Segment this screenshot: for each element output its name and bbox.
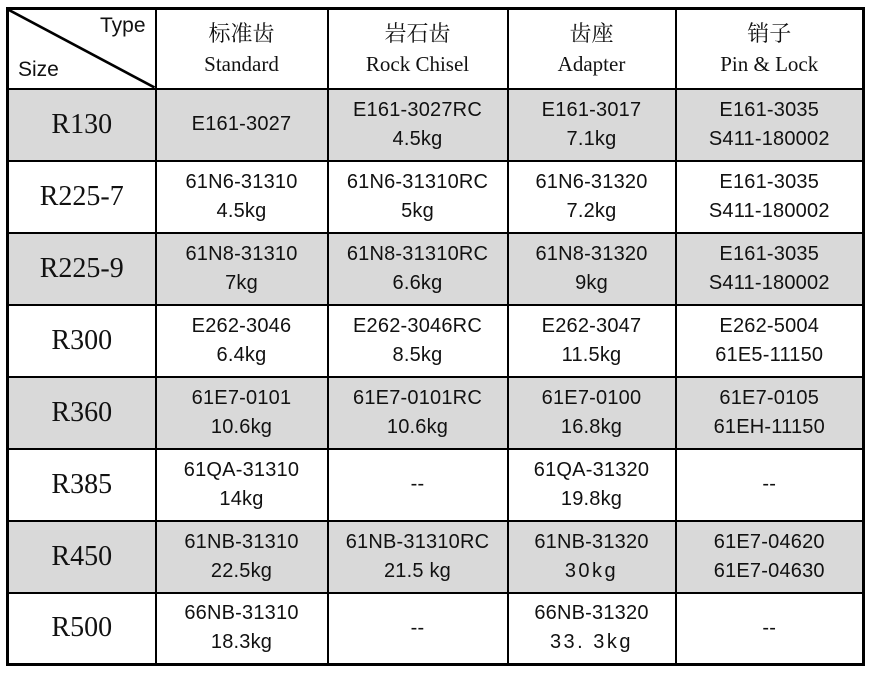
part-number: 61E7-0101RC: [353, 386, 482, 409]
part-number-2: S411-180002: [708, 271, 830, 294]
part-number: 61QA-31310: [183, 458, 300, 481]
part-cell: [508, 305, 676, 377]
col-header-zh: 齿座: [569, 21, 614, 47]
part-cell: [676, 305, 864, 377]
table-row-r225-7: [8, 161, 864, 233]
part-number: E262-3047: [541, 314, 642, 337]
part-weight: 16.8kg: [560, 415, 623, 438]
part-cell: [328, 161, 508, 233]
table-row-r385: [8, 449, 864, 521]
part-number: 61QA-31320: [533, 458, 650, 481]
part-cell: [676, 161, 864, 233]
part-number: E161-3017: [541, 98, 642, 121]
part-cell: [676, 233, 864, 305]
part-weight: 22.5kg: [210, 559, 273, 582]
part-number-2: S411-180002: [708, 127, 830, 150]
part-number: 61N6-31320: [535, 170, 648, 193]
part-weight: 10.6kg: [210, 415, 273, 438]
part-number: 66NB-31320: [534, 602, 649, 625]
empty-dash: --: [762, 473, 777, 495]
part-number: 66NB-31310: [184, 602, 299, 625]
part-cell: [676, 89, 864, 161]
part-number: 61NB-31310: [184, 530, 299, 553]
part-number: 61E7-0105: [719, 386, 820, 409]
part-weight: 7kg: [225, 271, 258, 294]
part-cell: [156, 449, 328, 521]
part-cell: [676, 521, 864, 593]
part-weight: 6.4kg: [216, 343, 267, 366]
part-number-2: 61EH-11150: [713, 415, 825, 438]
part-number: E262-3046RC: [353, 314, 482, 337]
part-cell: [508, 377, 676, 449]
col-header-en: Adapter: [557, 52, 626, 77]
col-header-standard: [156, 9, 328, 89]
part-weight: 19.8kg: [560, 487, 623, 510]
size-label: Size: [18, 57, 59, 81]
part-weight: 8.5kg: [392, 343, 443, 366]
part-weight: 30kg: [564, 559, 619, 582]
part-weight: 4.5kg: [392, 127, 443, 150]
empty-dash: --: [762, 616, 777, 639]
part-weight: 6.6kg: [392, 271, 443, 294]
col-header-en: Standard: [204, 52, 279, 77]
size-cell: R450: [8, 521, 156, 593]
part-number-2: S411-180002: [708, 199, 830, 222]
part-cell: [328, 89, 508, 161]
part-weight: 14kg: [219, 487, 264, 510]
part-weight: 5kg: [401, 199, 434, 222]
part-number: 61E7-0100: [541, 386, 642, 409]
parts-table: [6, 7, 865, 666]
col-header-zh: 标准齿: [208, 21, 275, 47]
part-cell: [328, 449, 508, 521]
part-number: E161-3027RC: [353, 98, 482, 121]
part-number: E262-5004: [719, 314, 820, 337]
part-cell: [676, 449, 864, 521]
part-number: 61N8-31310: [185, 242, 298, 265]
col-header-zh: 销子: [747, 21, 792, 47]
part-cell: [328, 377, 508, 449]
table-row-r300: [8, 305, 864, 377]
part-number: 61E7-04620: [713, 530, 825, 553]
table-row-r450: [8, 521, 864, 593]
table-row-r130: [8, 89, 864, 161]
part-weight: 33. 3kg: [549, 631, 634, 654]
size-cell: R360: [8, 377, 156, 449]
part-number: 61N6-31310RC: [346, 170, 489, 193]
part-cell: [676, 377, 864, 449]
col-header-zh: 岩石齿: [384, 21, 451, 47]
part-cell: [508, 161, 676, 233]
header-row: [8, 9, 864, 89]
part-weight: 18.3kg: [210, 631, 273, 654]
part-number: 61N8-31320: [535, 242, 648, 265]
part-cell: [156, 521, 328, 593]
part-number: E161-3035: [719, 242, 820, 265]
size-cell: R500: [8, 593, 156, 665]
part-cell: [156, 305, 328, 377]
table-row-r225-9: [8, 233, 864, 305]
part-cell: [508, 593, 676, 665]
part-cell: [508, 233, 676, 305]
empty-dash: --: [410, 616, 425, 639]
part-cell: [156, 161, 328, 233]
part-weight: 11.5kg: [561, 343, 622, 366]
part-cell: [156, 377, 328, 449]
part-weight: 9kg: [575, 271, 608, 294]
table-row-r500: [8, 593, 864, 665]
type-label: Type: [99, 14, 146, 37]
part-cell: [156, 593, 328, 665]
part-cell: [328, 233, 508, 305]
part-cell: [508, 89, 676, 161]
part-weight: 4.5kg: [216, 199, 267, 222]
empty-dash: --: [410, 473, 425, 495]
part-weight: 7.1kg: [566, 127, 617, 150]
size-cell: R300: [8, 305, 156, 377]
part-weight: 21.5 kg: [383, 559, 451, 582]
part-cell: [156, 89, 328, 161]
part-number-2: 61E7-04630: [713, 559, 825, 582]
part-cell: [508, 449, 676, 521]
part-number: E262-3046: [191, 314, 292, 337]
part-number: E161-3035: [719, 170, 820, 193]
part-cell: [328, 593, 508, 665]
part-cell: [328, 521, 508, 593]
part-weight: 7.2kg: [566, 199, 617, 222]
table-row-r360: [8, 377, 864, 449]
col-header-pin-lock: [676, 9, 864, 89]
col-header-adapter: [508, 9, 676, 89]
part-cell: [156, 233, 328, 305]
part-number: E161-3035: [719, 98, 820, 121]
part-number-2: 61E5-11150: [715, 343, 824, 366]
col-header-en: Rock Chisel: [365, 52, 470, 77]
col-header-rock-chisel: [328, 9, 508, 89]
size-cell: R225-7: [8, 161, 156, 233]
part-weight: 10.6kg: [386, 415, 449, 438]
part-number: 61NB-31310RC: [345, 530, 490, 553]
col-header-en: Pin & Lock: [720, 52, 819, 77]
part-cell: [676, 593, 864, 665]
part-number: 61NB-31320: [534, 530, 649, 553]
part-number: 61N6-31310: [185, 170, 298, 193]
part-number: 61N8-31310RC: [346, 242, 489, 265]
size-cell: R385: [8, 449, 156, 521]
corner-header-cell: [8, 9, 156, 89]
part-number: E161-3027: [191, 113, 292, 135]
part-cell: [328, 305, 508, 377]
size-cell: R130: [8, 89, 156, 161]
size-cell: R225-9: [8, 233, 156, 305]
part-cell: [508, 521, 676, 593]
part-number: 61E7-0101: [191, 386, 292, 409]
